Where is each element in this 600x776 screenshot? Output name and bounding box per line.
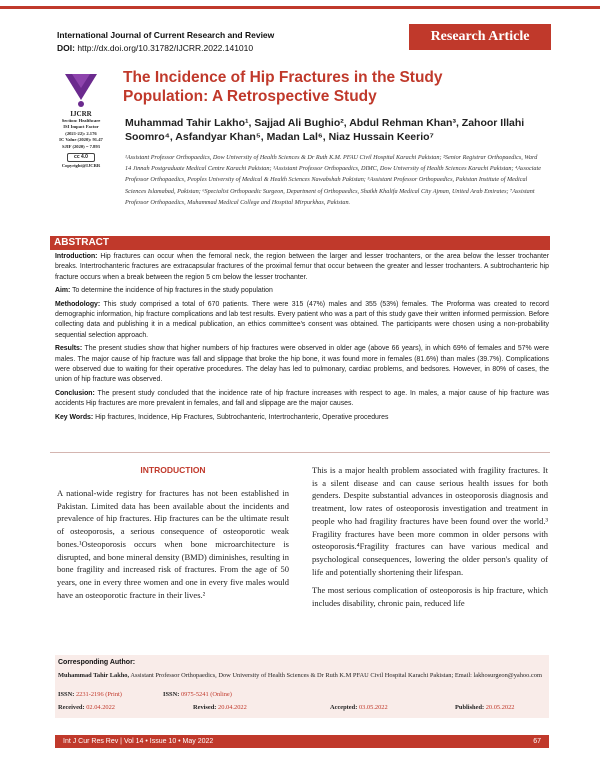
abstract-paragraph <box>55 300 549 342</box>
body-column-left <box>57 487 289 607</box>
accepted-label: Accepted: <box>330 704 358 711</box>
abstract-paragraph <box>55 413 549 423</box>
revised-date <box>193 704 247 711</box>
issn-online-value: 0975-5241 (Online) <box>180 691 232 698</box>
abstract-text: To determine the incidence of hip fractures in the study population <box>70 287 273 295</box>
corresponding-author-name: Muhammad Tahir Lakho, <box>58 672 130 679</box>
journal-name: International Journal of Current Research and Review <box>57 30 275 40</box>
accepted-date <box>330 704 388 711</box>
abstract-label: Introduction: <box>55 253 98 260</box>
logo-meta <box>57 118 105 150</box>
published-value: 20.05.2022 <box>485 704 515 711</box>
doi-line <box>57 43 253 53</box>
body-column-right <box>312 464 548 616</box>
page-footer <box>55 735 549 748</box>
abstract-text: The present studies show that higher numbers of hip fractures were observed in older age (above 66 years), in which 69% of females and 57% were males. The major cause of hip fracture was fall and slippage that broke the hip bone, it was found more in females (81.6%) than males (39.7%). Complications were observed due to waiting for their operative procedures. The delay has led to pulmonary, cardiac problems, and bedsores. However, in 80% of cases, the union of hip fracture was observed. <box>55 345 549 384</box>
revised-value: 20.04.2022 <box>218 704 247 711</box>
received-label: Received: <box>58 704 85 711</box>
abstract-divider <box>50 452 550 453</box>
abstract-paragraph <box>55 286 549 296</box>
abstract-label: Key Words: <box>55 413 94 421</box>
logo-name: IJCRR <box>70 110 92 118</box>
issn-online-label: ISSN: <box>163 691 180 698</box>
abstract-text: Hip fractures can occur when the femoral neck, the region between the larger and lesser trochanters, or the area below the lesser trochanter breaks. Intertrochanteric fractures are extracapsular fractures of the proximal femur that occur between the greater and lesser trochanters. A subtrochanteric hip fracture occurs when a break between the region 5 cm below the lesser trochanter. <box>55 253 549 281</box>
abstract-label: Aim: <box>55 287 71 295</box>
logo-meta-line: IC Value (2020): 91.47 <box>59 137 103 143</box>
abstract-heading: ABSTRACT <box>50 236 550 250</box>
body-paragraph: A national-wide registry for fractures has not been established in Pakistan. Limited data has been available about the incidents and prevalence of hip fractures. Hip fractures can be the ultimate result of osteoporosis, a serious consequence of osteoporotic weak bones.¹Osteoporosis occurs when bone microarchitecture is disrupted, and bone mineral density (BMD) diminishes, resulting in bone fragility and increased risk of fractures. From the age of 50 years, one in every three women and one in every five males would have an osteoporotic fracture in their lives.² <box>57 488 289 600</box>
abstract-label: Methodology: <box>55 300 101 308</box>
abstract-text: This study comprised a total of 670 patients. There were 315 (47%) males and 355 (53%) females. The Proforma was created to record demographic information, hip fracture complications and lab test results. Every patient who was a part of this study gave their written informed permission. Before collecting data and publishing it in a medical publication, an ethics committee's consent was obtained. The participants were chosen using a non-probability sequential selection approach. <box>55 300 549 339</box>
page-number: 67 <box>533 738 541 745</box>
logo-meta-line: Section: Healthcare <box>61 118 101 123</box>
abstract-text: Hip fractures, Incidence, Hip Fractures, Subtrochanteric, Intertrochanteric, Operative procedures <box>93 413 389 421</box>
received-date <box>58 704 115 711</box>
doi-label: DOI: <box>57 43 75 53</box>
affiliations: ¹Assistant Professor Orthopaedics, Dow University of Health Sciences & Dr Ruth K.M. PFAU Civil Hospital Karachi Pakistan; ²Senior Registrar Orthopaedics, Ward 14 Jinnah Postgraduate Medical Centre Karachi Pakistan; ³Assistant Professor Orthopaedics, DIMC, Dow University of Health Sciences Karachi Pakistan; ⁴Associate Professor Orthopaedics, Peoples University of Medical & Health Sciences Nawabshah Pakistan; ⁵Assistant Professor Orthopaedics, Pakistan Institute of Medical Sciences Islamabad, Pakistan; ⁶Specialist Orthopaedic Surgeon, Department of Orthopaedics, Shaikh Khalifa Medical City Ajman, United Arab Emirates; ⁷Assistant Professor Orthopaedics, Muhammad Medical College and Hospital Mirpurkhas, Pakistan. <box>125 154 541 206</box>
issn-online <box>163 691 232 698</box>
logo-meta-line: ISI Impact Factor <box>63 124 99 130</box>
correspondence-details <box>58 671 546 681</box>
abstract-paragraph <box>55 252 549 283</box>
author-list: Muhammad Tahir Lakho¹, Sajjad Ali Bughio², Abdul Rehman Khan³, Zahoor Illahi Soomro⁴, Asfandyar Khan⁵, Madan Lal⁶, Niaz Hussain Keerio⁷ <box>125 117 525 143</box>
correspondence-box <box>55 655 549 718</box>
cc-license-badge: cc 4.0 <box>67 153 95 162</box>
article-title: The Incidence of Hip Fractures in the Study Population: A Retrospective Study <box>123 69 443 105</box>
footer-citation: Int J Cur Res Rev | Vol 14 • Issue 10 • May 2022 <box>63 738 214 745</box>
ijcrr-logo-icon <box>63 70 99 108</box>
published-label: Published: <box>455 704 485 711</box>
article-type-badge: Research Article <box>409 24 551 50</box>
copyright-text: Copyright@IJCRR <box>61 163 101 169</box>
top-accent-bar <box>0 6 600 9</box>
journal-logo <box>57 70 105 169</box>
abstract-paragraph <box>55 389 549 410</box>
issn-print-label: ISSN: <box>58 691 75 698</box>
corresponding-author-info: Assistant Professor Orthopaedics, Dow University of Health Sciences & Dr Ruth K.M PFAU Civil Hospital Karachi Pakistan; Email: lakhosurgeon@yahoo.com <box>129 672 542 679</box>
logo-meta-line: (2021-22): 2.176 <box>65 130 97 136</box>
abstract-label: Results: <box>55 345 83 353</box>
body-paragraph: This is a major health problem associated with fragility fractures. It is a silent disease and can cause serious health issues for both genders. Despite substantial advances in osteoporosis diagnosis and treatment, low rates of osteoporosis investigation and treatment in people who had fragility fractures have been found over the world.³ Fragility fractures have been more common in older persons with osteoporosis.⁴Fragility fractures can have various medical and psychological consequences, lowering the older person's quality of life and potentially shortening their lifespan. <box>312 465 548 577</box>
received-value: 02.04.2022 <box>86 704 115 711</box>
body-paragraph: The most serious complication of osteoporosis is hip fracture, which includes disability, chronic pain, reduced life <box>312 585 548 609</box>
introduction-heading: INTRODUCTION <box>140 465 206 475</box>
revised-label: Revised: <box>193 704 217 711</box>
logo-meta-line: SJIF (2020) = 7.893 <box>62 143 100 149</box>
issn-print-value: 2231-2196 (Print) <box>75 691 122 698</box>
abstract-text: The present study concluded that the incidence rate of hip fracture increases with respect to age. In males, a major cause of hip fracture was accidents Hip fractures are more prevalent in females, and fall and slippage are the major causes. <box>55 389 549 408</box>
abstract-paragraph <box>55 344 549 386</box>
abstract-body <box>55 252 549 426</box>
correspondence-title: Corresponding Author: <box>58 659 136 666</box>
accepted-value: 03.05.2022 <box>358 704 388 711</box>
abstract-label: Conclusion: <box>55 389 95 397</box>
doi-link[interactable]: http://dx.doi.org/10.31782/IJCRR.2022.141010 <box>77 43 254 53</box>
published-date <box>455 704 515 711</box>
issn-print <box>58 691 122 698</box>
